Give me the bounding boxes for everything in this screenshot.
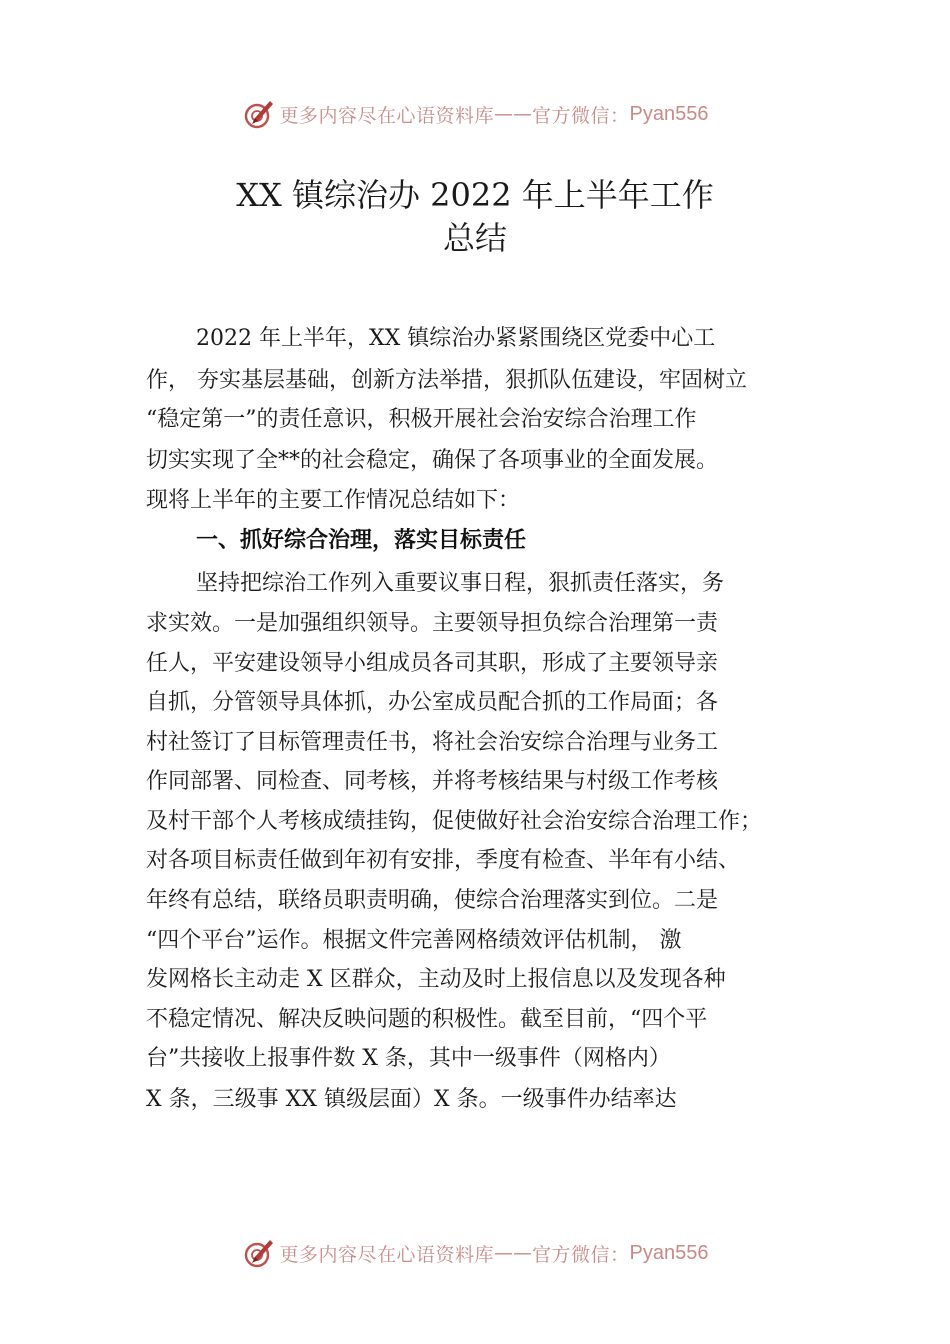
section1-line: 求实效。一是加强组织领导。主要领导担负综合治理第一责: [146, 611, 719, 636]
intro-line: 2022 年上半年，XX 镇综治办紧紧围绕区党委中心工: [196, 326, 716, 351]
watermark-banner-bottom: [0, 1233, 950, 1273]
watermark-handle: Pyan556: [629, 1241, 709, 1264]
watermark-text: 更多内容尽在心语资料库: [279, 1243, 495, 1266]
intro-line: 作， 夯实基层基础，创新方法举措，狠抓队伍建设，牢固树立: [146, 368, 747, 393]
watermark-banner-top: [0, 94, 950, 134]
section1-line: 作同部署、同检查、同考核，并将考核结果与村级工作考核: [146, 769, 719, 794]
section1-line: 及村干部个人考核成绩挂钩，促使做好社会治安综合治理工作；: [146, 809, 763, 834]
section1-line: 任人，平安建设领导小组成员各司其职，形成了主要领导亲: [146, 651, 719, 676]
section1-line: 村社签订了目标管理责任书，将社会治安综合治理与业务工: [146, 730, 719, 755]
intro-line: 切实实现了全**的社会稳定，确保了各项事业的全面发展。: [146, 448, 719, 473]
watermark-text: 更多内容尽在心语资料库: [279, 104, 495, 127]
section1-line: 年终有总结，联络员职责明确，使综合治理落实到位。二是: [146, 888, 719, 913]
section1-line: 发网格长主动走 X 区群众，主动及时上报信息以及发现各种: [146, 967, 726, 992]
section-heading-1: 一、抓好综合治理，落实目标责任: [196, 528, 527, 553]
document-title-line-2: 总结: [442, 219, 507, 257]
watermark-separator: ——: [494, 103, 533, 125]
watermark-handle: Pyan556: [629, 102, 709, 125]
quill-pen-logo-icon: [242, 1236, 276, 1270]
section1-line: 自抓，分管领导具体抓，办公室成员配合抓的工作局面；各: [146, 690, 719, 715]
document-title-line-1: XX 镇综治办 2022 年上半年工作: [236, 176, 714, 214]
intro-line: “稳定第一”的责任意识，积极开展社会治安综合治理工作: [146, 407, 697, 432]
intro-line: 现将上半年的主要工作情况总结如下：: [146, 488, 521, 513]
watermark-wechat-label: 官方微信：: [532, 104, 630, 127]
section1-line: 不稳定情况、解决反映问题的积极性。截至目前，“四个平: [146, 1007, 708, 1032]
watermark-wechat-label: 官方微信：: [532, 1243, 630, 1266]
watermark-separator: ——: [494, 1242, 533, 1264]
quill-pen-logo-icon: [242, 97, 276, 131]
section1-line: “四个平台”运作。根据文件完善网格绩效评估机制， 激: [146, 928, 682, 953]
section1-line: 坚持把综治工作列入重要议事日程，狠抓责任落实，务: [196, 571, 725, 596]
section1-line: X 条，三级事 XX 镇级层面）X 条。一级事件办结率达: [146, 1087, 677, 1112]
section1-line: 对各项目标责任做到年初有安排，季度有检查、半年有小结、: [146, 848, 741, 873]
section1-line: 台”共接收上报事件数 X 条，其中一级事件（网格内）: [146, 1046, 671, 1071]
